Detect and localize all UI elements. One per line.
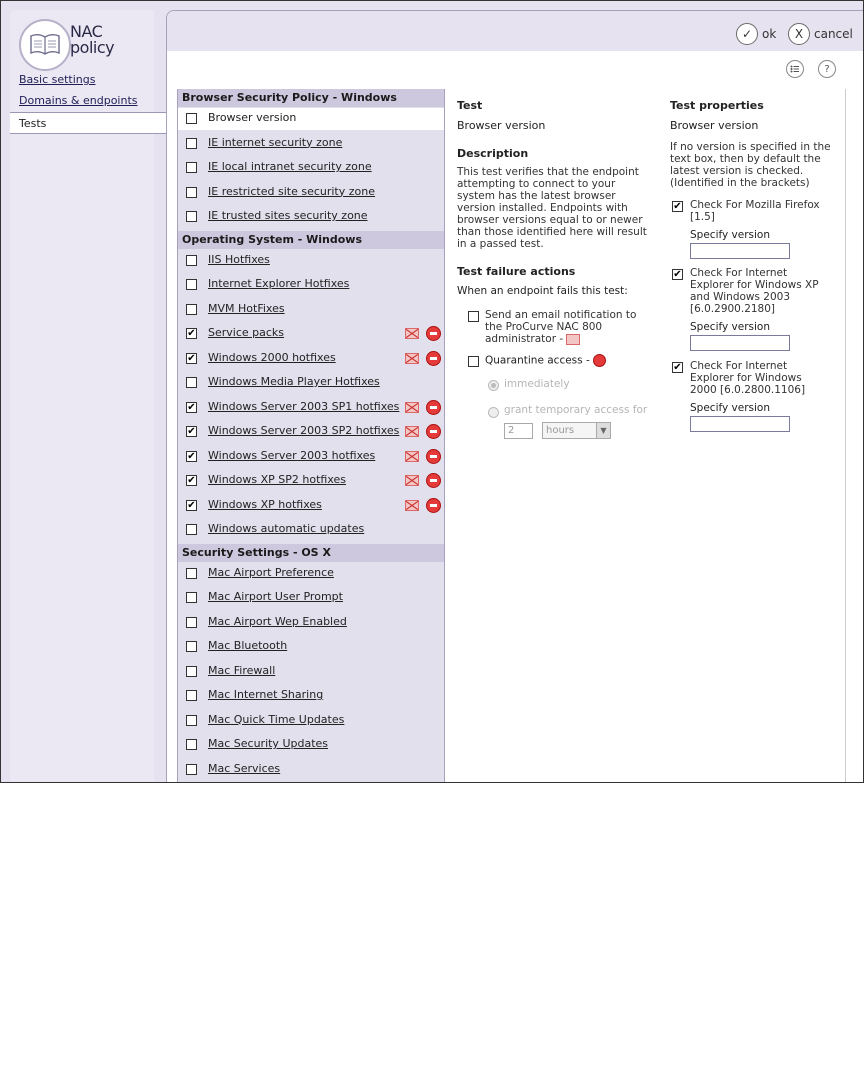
test-row[interactable] (178, 108, 444, 130)
specify-version-label: Specify version (690, 321, 771, 333)
test-row[interactable] (178, 299, 444, 321)
email-icon[interactable] (405, 402, 419, 413)
cancel-label: cancel (814, 27, 853, 41)
test-label[interactable]: Windows Server 2003 SP1 hotfixes (208, 399, 400, 413)
temporary-access-radio[interactable] (488, 407, 499, 418)
test-checkbox[interactable] (186, 592, 197, 603)
email-notification-checkbox[interactable] (468, 311, 479, 322)
test-checkbox[interactable] (186, 279, 197, 290)
test-label[interactable]: Service packs (208, 326, 285, 339)
section-title: Browser Security Policy - Windows (182, 91, 397, 104)
brand-line-1: NAC (70, 22, 103, 41)
check-icon: ✓ (736, 23, 758, 45)
help-icon[interactable]: ? (818, 60, 836, 78)
email-notification-label (485, 309, 645, 345)
test-label[interactable]: Windows 2000 hotfixes (208, 350, 336, 364)
test-label[interactable]: Mac Services (208, 761, 281, 775)
nav-tab-tests[interactable] (10, 112, 167, 134)
test-row[interactable] (178, 612, 444, 634)
quarantine-checkbox[interactable] (468, 356, 479, 367)
test-checkbox[interactable] (186, 739, 197, 750)
test-label[interactable]: Mac Firewall (208, 663, 276, 677)
nav-basic-settings[interactable]: Basic settings (19, 73, 96, 86)
tests-list (177, 89, 445, 782)
test-checkbox[interactable] (186, 715, 197, 726)
properties-heading: Test properties (670, 99, 764, 112)
test-checkbox[interactable]: ✔ (187, 450, 196, 462)
specify-version-label: Specify version (690, 229, 771, 241)
test-checkbox[interactable] (186, 211, 197, 222)
email-icon[interactable] (405, 328, 419, 339)
test-label[interactable]: Windows Server 2003 hotfixes (208, 448, 376, 462)
test-checkbox[interactable]: ✔ (187, 475, 196, 486)
test-row[interactable] (178, 563, 444, 585)
quarantine-stop-icon[interactable] (426, 449, 441, 464)
test-checkbox[interactable] (186, 113, 197, 124)
nav-tab-tests-label: Tests (19, 117, 47, 130)
test-row[interactable] (178, 348, 444, 370)
immediately-label: immediately (504, 378, 570, 390)
test-row[interactable] (178, 157, 444, 179)
test-row[interactable] (178, 759, 444, 781)
specify-version-input[interactable] (690, 335, 790, 351)
list-view-icon[interactable] (786, 60, 804, 78)
browser-check-checkbox[interactable]: ✔ (673, 201, 682, 212)
failure-actions-intro: When an endpoint fails this test: (457, 285, 628, 297)
test-label[interactable]: IE internet security zone (208, 135, 343, 149)
email-icon[interactable] (566, 334, 580, 345)
properties-test-name: Browser version (670, 119, 759, 132)
test-label[interactable]: Windows XP hotfixes (208, 497, 322, 511)
test-label[interactable]: IIS Hotfixes (208, 252, 270, 266)
specify-version-input[interactable] (690, 243, 790, 259)
email-icon[interactable] (405, 451, 419, 462)
panel-divider (845, 89, 846, 782)
section-header (178, 89, 444, 107)
immediately-radio[interactable] (488, 380, 499, 391)
test-checkbox[interactable] (186, 764, 197, 775)
test-heading: Test (457, 99, 483, 112)
quarantine-text: Quarantine access - (485, 354, 590, 367)
test-label[interactable]: Windows XP SP2 hotfixes (208, 473, 346, 486)
quarantine-stop-icon[interactable] (426, 351, 441, 366)
temporary-access-hours-input[interactable]: 2 (504, 423, 533, 439)
test-row[interactable] (178, 323, 444, 345)
test-row[interactable] (178, 710, 444, 732)
test-label[interactable]: Mac Quick Time Updates (208, 712, 345, 726)
chevron-down-icon: ▼ (596, 423, 610, 438)
test-checkbox[interactable] (186, 641, 197, 652)
description-heading: Description (457, 147, 529, 160)
test-checkbox[interactable]: ✔ (187, 401, 196, 413)
test-label[interactable]: Internet Explorer Hotfixes (208, 277, 350, 290)
nac-policy-logo-icon (19, 19, 71, 71)
ok-button[interactable] (736, 22, 776, 46)
brand-line-2: policy (70, 38, 115, 57)
email-icon[interactable] (405, 475, 419, 486)
test-row[interactable] (178, 372, 444, 394)
specify-version-label: Specify version (690, 402, 771, 414)
test-row[interactable] (178, 734, 444, 756)
nav-domains-endpoints[interactable]: Domains & endpoints (19, 94, 138, 107)
test-label[interactable]: IE trusted sites security zone (208, 209, 368, 222)
time-unit-value: hours (546, 425, 575, 436)
test-label[interactable]: Windows Media Player Hotfixes (208, 375, 380, 388)
test-checkbox[interactable] (186, 138, 197, 149)
test-row[interactable] (178, 587, 444, 609)
test-detail (457, 99, 657, 297)
test-label[interactable]: Mac Internet Sharing (208, 688, 324, 701)
section-title: Security Settings - OS X (182, 545, 331, 559)
test-checkbox[interactable] (186, 617, 197, 628)
test-label[interactable]: Windows automatic updates (208, 522, 365, 535)
ok-label: ok (762, 27, 777, 41)
test-checkbox[interactable]: ✔ (187, 426, 196, 437)
test-row[interactable] (178, 133, 444, 155)
section-header (178, 231, 444, 249)
quarantine-stop-icon[interactable] (593, 354, 606, 367)
test-checkbox[interactable] (186, 568, 197, 579)
email-icon[interactable] (405, 500, 419, 511)
test-properties (670, 99, 835, 189)
quarantine-stop-icon[interactable] (426, 473, 441, 488)
browser-check-label: Check For Mozilla Firefox [1.5] (690, 199, 820, 223)
close-icon: X (788, 23, 810, 45)
test-row[interactable] (178, 446, 444, 468)
test-row[interactable] (178, 495, 444, 517)
test-row[interactable] (178, 250, 444, 272)
test-row[interactable] (178, 661, 444, 683)
properties-note: If no version is specified in the text box, then by default the latest version is checked. (Identified in the brackets) (670, 141, 831, 189)
description-text: This test verifies that the endpoint attempting to connect to your system has the latest browser version installed. Endpoints with browser versions equal to or newer than those identified here will result in a passed test. (457, 166, 647, 250)
temporary-access-label: grant temporary access for (504, 404, 648, 416)
test-label[interactable]: Mac Airport Wep Enabled (208, 614, 347, 628)
test-row[interactable] (178, 470, 444, 492)
test-label[interactable]: Mac Airport User Prompt (208, 590, 343, 603)
quarantine-stop-icon[interactable] (426, 424, 441, 439)
test-checkbox[interactable] (186, 187, 197, 198)
section-header (178, 544, 444, 562)
test-label[interactable]: Windows Server 2003 SP2 hotfixes (208, 424, 400, 437)
test-checkbox[interactable] (186, 377, 197, 388)
time-unit-select[interactable] (542, 422, 611, 439)
quarantine-stop-icon[interactable] (426, 326, 441, 341)
browser-check-checkbox[interactable]: ✔ (673, 269, 682, 280)
specify-version-input[interactable] (690, 416, 790, 432)
test-label[interactable]: IE local intranet security zone (208, 160, 372, 173)
browser-check-label: Check For Internet Explorer for Windows XP and Windows 2003 [6.0.2900.2180] (690, 267, 819, 315)
test-name: Browser version (457, 119, 546, 132)
test-row[interactable] (178, 182, 444, 204)
test-label[interactable]: MVM HotFixes (208, 301, 285, 315)
browser-check-label: Check For Internet Explorer for Windows 2000 [6.0.2800.1106] (690, 360, 806, 396)
test-label[interactable]: Mac Bluetooth (208, 639, 288, 652)
failure-actions-heading: Test failure actions (457, 265, 576, 278)
test-label[interactable]: Mac Security Updates (208, 737, 329, 750)
browser-check-checkbox[interactable]: ✔ (673, 362, 682, 373)
test-checkbox[interactable] (186, 690, 197, 701)
test-label[interactable]: IE restricted site security zone (208, 184, 375, 198)
test-row[interactable] (178, 274, 444, 296)
email-icon[interactable] (405, 353, 419, 364)
quarantine-stop-icon[interactable] (426, 400, 441, 415)
test-checkbox[interactable]: ✔ (187, 499, 196, 511)
test-checkbox[interactable] (186, 304, 197, 315)
email-notification-text: Send an email notification to the ProCurve NAC 800 administrator - (485, 309, 637, 345)
test-checkbox[interactable]: ✔ (187, 328, 196, 339)
test-row[interactable] (178, 685, 444, 707)
brand-title (70, 24, 114, 56)
quarantine-label (485, 354, 606, 367)
test-checkbox[interactable] (186, 162, 197, 173)
test-row[interactable] (178, 636, 444, 658)
toolbar (167, 11, 864, 51)
test-label[interactable]: Browser version (208, 111, 297, 124)
cancel-button[interactable] (788, 22, 853, 46)
test-checkbox[interactable] (186, 666, 197, 677)
test-checkbox[interactable] (186, 255, 197, 266)
section-title: Operating System - Windows (182, 232, 363, 246)
test-checkbox[interactable]: ✔ (187, 352, 196, 364)
quarantine-stop-icon[interactable] (426, 498, 441, 513)
test-row[interactable] (178, 397, 444, 419)
email-icon[interactable] (405, 426, 419, 437)
test-row[interactable] (178, 206, 444, 228)
test-row[interactable] (178, 519, 444, 541)
test-checkbox[interactable] (186, 524, 197, 535)
test-row[interactable] (178, 421, 444, 443)
test-label[interactable]: Mac Airport Preference (208, 565, 334, 579)
